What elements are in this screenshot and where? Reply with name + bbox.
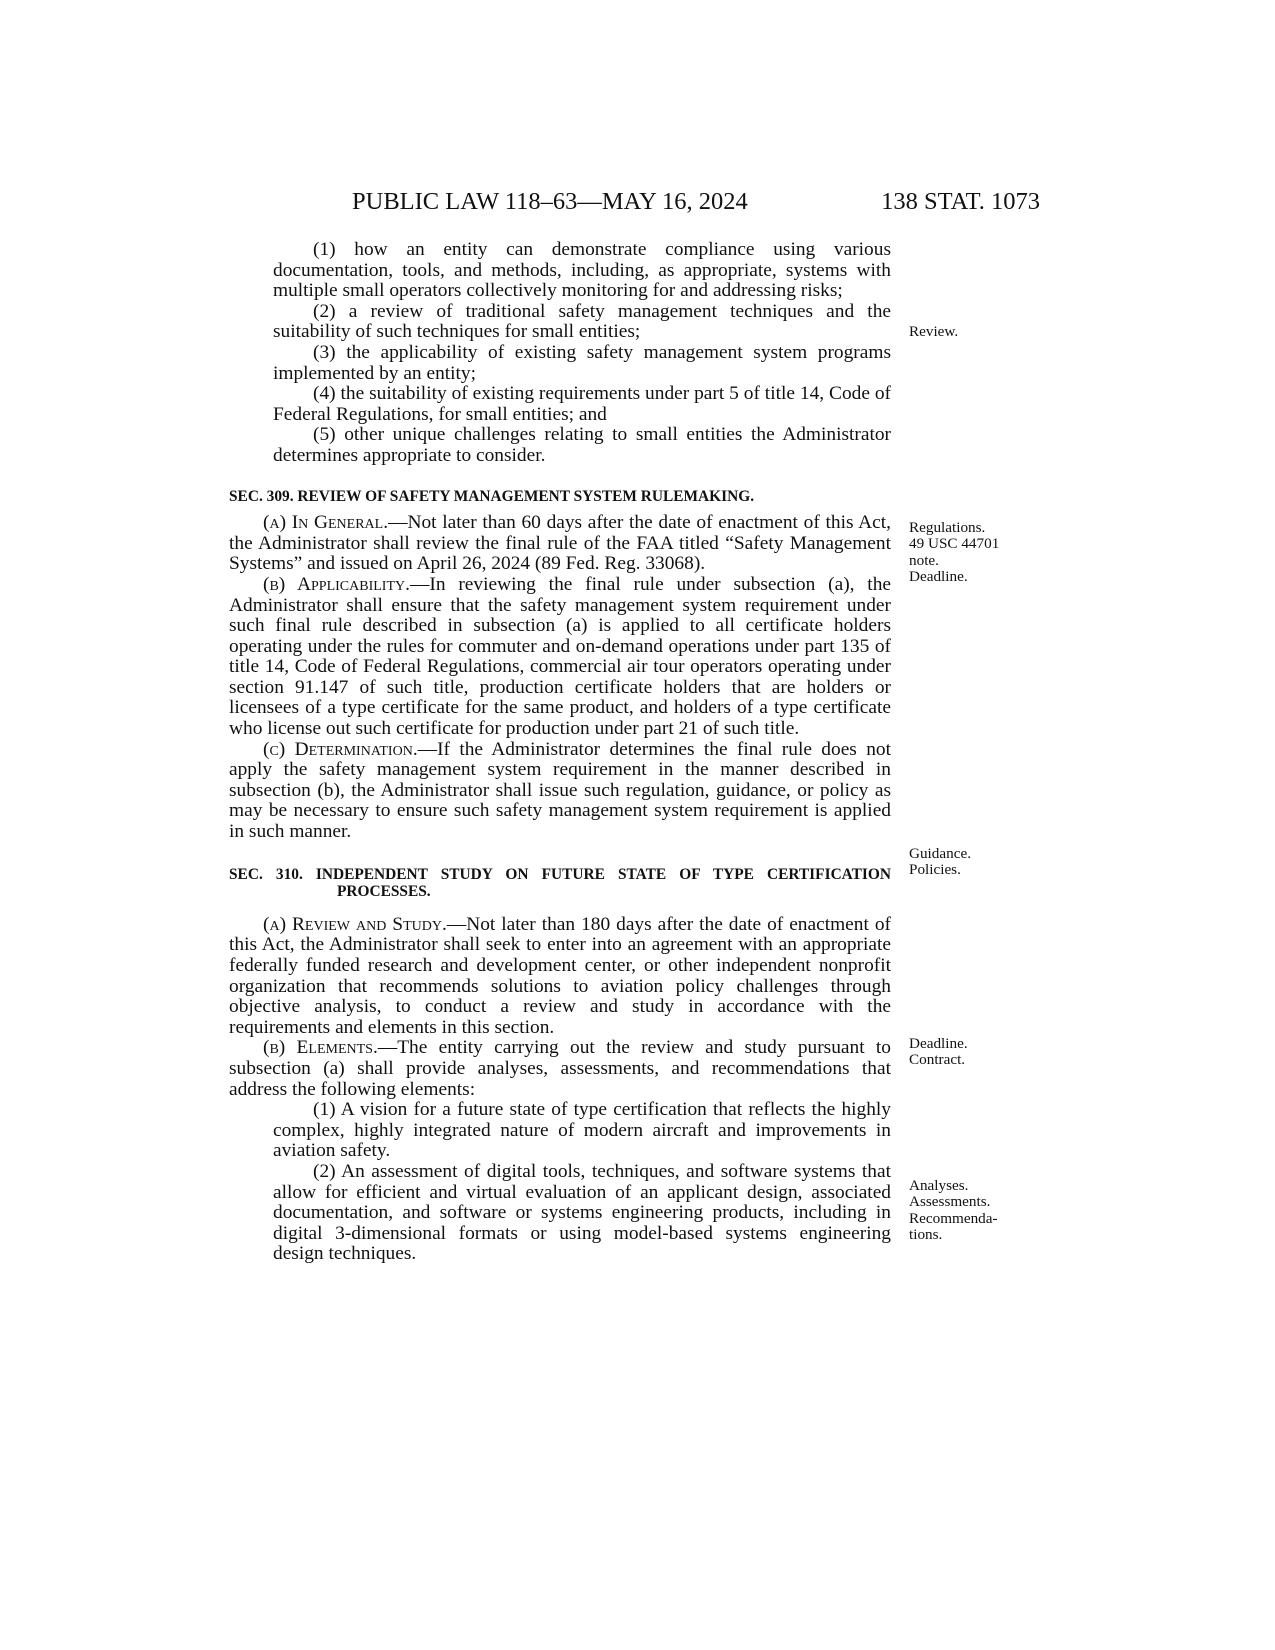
subsection-309-a [229, 513, 891, 575]
margin-note-review [909, 324, 1019, 340]
list-item: (3) the applicability of existing safety management system programs implemented by an entity; [273, 341, 891, 384]
section-heading-309: SEC. 309. REVIEW OF SAFETY MANAGEMENT SYSTEM RULEMAKING. [229, 487, 755, 505]
margin-note-line: Analyses. [909, 1177, 969, 1194]
subsection-text: —The entity carrying out the review and study pursuant to subsection (a) shall provide analyses, assessments, and recommendations that address the following elements: [229, 1037, 891, 1100]
subsection-309-c [229, 740, 891, 843]
subsection-310-a [229, 915, 891, 1039]
page-number: 138 STAT. 1073 [881, 188, 1040, 215]
margin-note-guidance [909, 846, 1019, 879]
margin-note-line: Assessments. [909, 1193, 991, 1211]
subsection-label: (b) Applicability. [263, 573, 410, 595]
subsection-label: (a) Review and Study. [263, 913, 447, 935]
list-item: (1) how an entity can demonstrate compliance using various documentation, tools, and methods, including, as appropriate, systems with multiple small operators collectively monitoring for and addressing risks; [273, 239, 891, 302]
subsection-text: —If the Administrator determines the final rule does not apply the safety management system requirement in the manner described in subsection (b), the Administrator shall issue such regulation, guidance, or policy as may be necessary to ensure such safety management system requirement is applied in such manner. [229, 738, 891, 843]
list-item: (5) other unique challenges relating to small entities the Administrator determines appropriate to consider. [273, 424, 891, 466]
list-item: (4) the suitability of existing requirements under part 5 of title 14, Code of Federal Regulations, for small entities; and [273, 383, 891, 425]
margin-note-sec309 [909, 520, 1019, 586]
body-text [229, 240, 891, 1265]
margin-note-deadline [909, 1036, 1019, 1069]
subsection-label: (a) In General. [263, 512, 389, 534]
subsection-309-b [229, 575, 891, 740]
margin-note-line: Guidance. [909, 845, 971, 862]
margin-note-line: Contract. [909, 1051, 966, 1069]
margin-note-line: note. [909, 551, 939, 569]
subsection-label: (c) Determination. [263, 738, 418, 760]
list-item: (1) A vision for a future state of type certification that reflects the highly complex, highly integrated nature of modern aircraft and improvements in aviation safety. [273, 1099, 891, 1162]
margin-note-line: Regulations. [909, 519, 986, 536]
subsection-text: —Not later than 60 days after the date of enactment of this Act, the Administrator shall review the final rule of the FAA titled “Safety Management Systems” and issued on April 26, 2024 (89 Fed. Reg. 33068). [229, 512, 891, 575]
margin-note-line: Policies. [909, 861, 961, 879]
list-item: (2) a review of traditional safety management techniques and the suitability of such techniques for small entities; [273, 300, 891, 343]
subsection-label: (b) Elements. [263, 1037, 378, 1059]
subsection-text: —Not later than 180 days after the date of enactment of this Act, the Administrator shall seek to enter into an agreement with an appropriate federally funded research and development center, or other independent nonprofit organization that recommends solutions to aviation policy challenges through objective analysis, to conduct a review and study in accordance with the requirements and elements in this section. [229, 913, 892, 1038]
margin-note-line: tions. [909, 1226, 943, 1244]
section-heading-310: SEC. 310. INDEPENDENT STUDY ON FUTURE STATE OF TYPE CERTIFICATION PROCESSES. [229, 865, 891, 901]
list-item: (2) An assessment of digital tools, techniques, and software systems that allow for efficient and virtual evaluation of an applicant design, associated documentation, and software or systems engineering products, including in digital 3-dimensional formats or using model-based systems engineering design techniques. [273, 1160, 891, 1265]
subsection-text: —In reviewing the final rule under subsection (a), the Administrator shall ensure that the safety management system requirement under such final rule described in subsection (a) is applied to all certificate holders operating under the rules for commuter and on-demand operations under part 135 of title 14, Code of Federal Regulations, commercial air tour operators operating under section 91.147 of such title, production certificate holders that are holders or licensees of a type certificate for the same product, and holders of a type certificate who license out such certificate for production under part 21 of such title. [229, 573, 892, 740]
margin-note-analyses [909, 1178, 1019, 1244]
running-title: PUBLIC LAW 118–63—MAY 16, 2024 [352, 188, 748, 215]
subsection-310-b [229, 1038, 891, 1100]
margin-note-line: 49 USC 44701 [909, 535, 1000, 553]
margin-note-line: Deadline. [909, 1035, 968, 1052]
margin-note-line: Recommenda- [909, 1209, 998, 1227]
margin-note-line: Deadline. [909, 568, 968, 586]
margin-note-line: Review. [909, 323, 959, 340]
